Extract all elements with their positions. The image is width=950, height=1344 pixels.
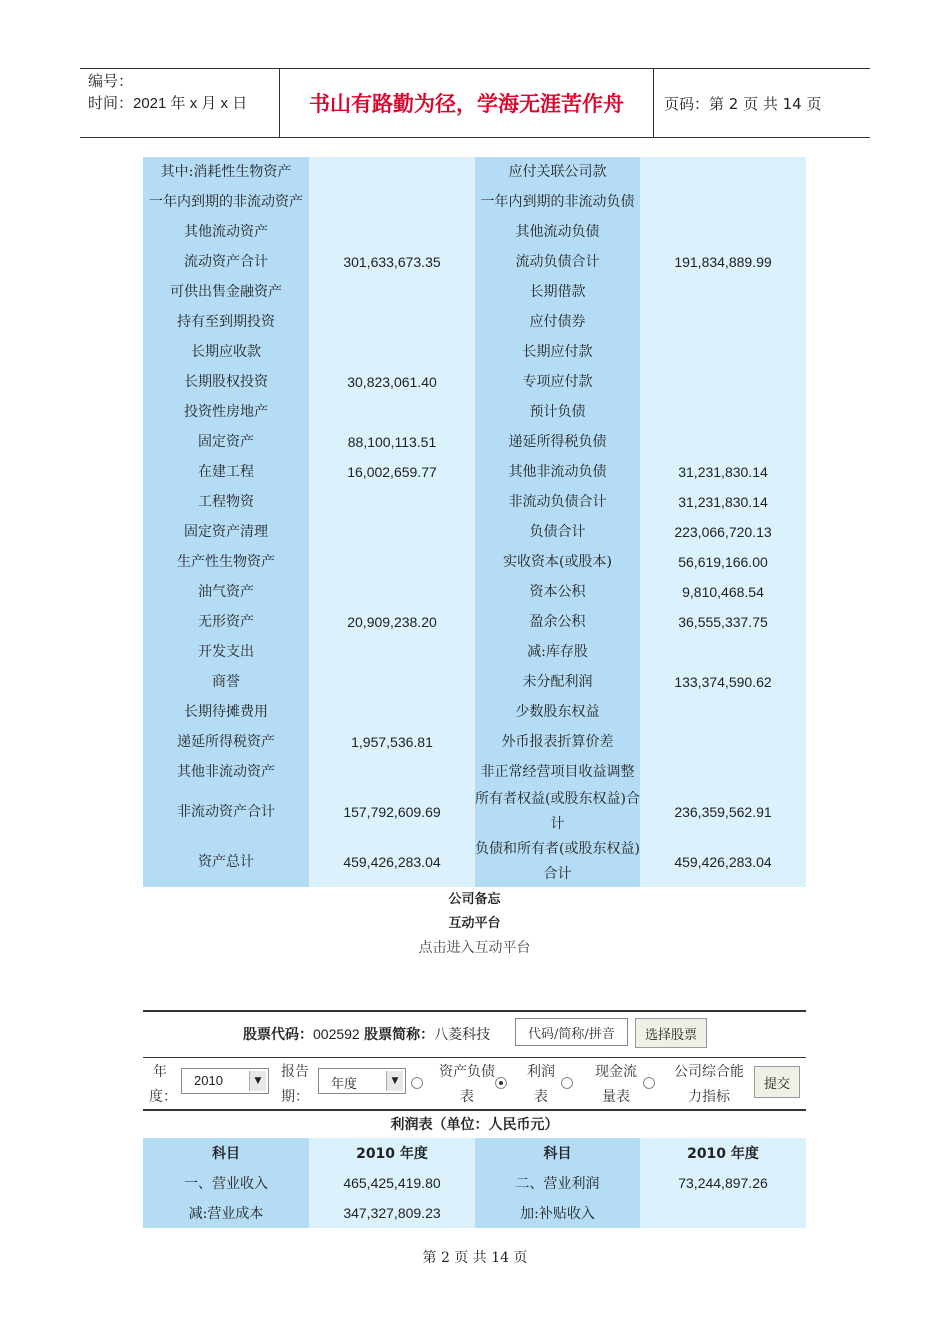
opt-income: 利润表 bbox=[527, 1064, 555, 1105]
table-row bbox=[143, 787, 806, 837]
cell-label: 应付债券 bbox=[475, 307, 640, 337]
cell-value bbox=[309, 517, 475, 547]
period-label: 报告期： bbox=[281, 1064, 309, 1105]
platform-link[interactable]: 点击进入互动平台 bbox=[418, 940, 531, 956]
bottom-rule bbox=[143, 1109, 806, 1111]
stock-search-input[interactable]: 代码/简称/拼音 bbox=[515, 1018, 628, 1046]
cell-label: 流动负债合计 bbox=[475, 247, 640, 277]
cell-label: 负债和所有者(或股东权益)合计 bbox=[475, 837, 640, 887]
header-subject: 科目 bbox=[475, 1138, 640, 1168]
cell-value bbox=[309, 307, 475, 337]
cell-value bbox=[309, 577, 475, 607]
cell-label: 其他流动资产 bbox=[143, 217, 309, 247]
cell-value: 236,359,562.91 bbox=[640, 787, 806, 837]
number-label: 编号： bbox=[88, 73, 134, 90]
income-header-row bbox=[143, 1138, 806, 1168]
cell-label: 投资性房地产 bbox=[143, 397, 309, 427]
select-stock-button[interactable]: 选择股票 bbox=[635, 1018, 707, 1048]
cell-value: 133,374,590.62 bbox=[640, 667, 806, 697]
cell-value: 31,231,830.14 bbox=[640, 457, 806, 487]
cell-label: 开发支出 bbox=[143, 637, 309, 667]
cell-label: 应付关联公司款 bbox=[475, 157, 640, 187]
cell-value bbox=[640, 307, 806, 337]
cell-label: 专项应付款 bbox=[475, 367, 640, 397]
cell-value bbox=[640, 697, 806, 727]
cell-label: 可供出售金融资产 bbox=[143, 277, 309, 307]
table-row bbox=[143, 307, 806, 337]
cell-value: 347,327,809.23 bbox=[309, 1198, 475, 1228]
cell-label: 在建工程 bbox=[143, 457, 309, 487]
cell-value bbox=[640, 397, 806, 427]
cell-value: 157,792,609.69 bbox=[309, 787, 475, 837]
cell-label: 二、营业利润 bbox=[475, 1168, 640, 1198]
cell-value: 9,810,468.54 bbox=[640, 577, 806, 607]
cell-value bbox=[309, 397, 475, 427]
header-subject: 科目 bbox=[143, 1138, 309, 1168]
cell-label: 持有至到期投资 bbox=[143, 307, 309, 337]
table-row bbox=[143, 1168, 806, 1198]
document-header bbox=[80, 68, 870, 138]
platform-title: 互动平台 bbox=[448, 916, 501, 931]
table-row bbox=[143, 427, 806, 457]
cell-value: 36,555,337.75 bbox=[640, 607, 806, 637]
year-select[interactable] bbox=[181, 1068, 269, 1094]
top-rule bbox=[143, 1010, 806, 1012]
header-year: 2010 年度 bbox=[640, 1138, 806, 1168]
cell-value bbox=[640, 727, 806, 757]
stock-name-label: 股票简称： bbox=[364, 1027, 435, 1043]
table-row bbox=[143, 367, 806, 397]
period-select[interactable] bbox=[318, 1068, 406, 1094]
table-row bbox=[143, 247, 806, 277]
table-row bbox=[143, 727, 806, 757]
cell-value: 30,823,061.40 bbox=[309, 367, 475, 397]
table-row bbox=[143, 837, 806, 887]
cell-label: 油气资产 bbox=[143, 577, 309, 607]
cell-value bbox=[640, 427, 806, 457]
table-row bbox=[143, 157, 806, 187]
cell-label: 长期应付款 bbox=[475, 337, 640, 367]
cell-label: 固定资产 bbox=[143, 427, 309, 457]
cell-value: 459,426,283.04 bbox=[640, 837, 806, 887]
submit-button[interactable]: 提交 bbox=[754, 1066, 800, 1098]
table-row bbox=[143, 457, 806, 487]
cell-value bbox=[640, 157, 806, 187]
cell-value bbox=[309, 757, 475, 787]
table-row bbox=[143, 187, 806, 217]
table-row bbox=[143, 757, 806, 787]
year-value: 2010 bbox=[194, 1073, 223, 1088]
table-row bbox=[143, 397, 806, 427]
radio-cashflow[interactable] bbox=[561, 1077, 573, 1089]
cell-value bbox=[309, 697, 475, 727]
stock-name: 八菱科技 bbox=[434, 1027, 491, 1043]
cell-value: 20,909,238.20 bbox=[309, 607, 475, 637]
cell-label: 一年内到期的非流动资产 bbox=[143, 187, 309, 217]
income-title: 利润表（单位：人民币元） bbox=[390, 1117, 559, 1133]
cell-value: 459,426,283.04 bbox=[309, 837, 475, 887]
cell-value bbox=[309, 667, 475, 697]
cell-label: 长期应收款 bbox=[143, 337, 309, 367]
cell-value: 301,633,673.35 bbox=[309, 247, 475, 277]
cell-label: 流动资产合计 bbox=[143, 247, 309, 277]
table-row bbox=[143, 547, 806, 577]
stock-code-label: 股票代码： bbox=[243, 1027, 313, 1043]
cell-label: 长期待摊费用 bbox=[143, 697, 309, 727]
year-label: 年度： bbox=[149, 1064, 177, 1105]
period-value: 年度 bbox=[331, 1077, 358, 1092]
cell-label: 递延所得税负债 bbox=[475, 427, 640, 457]
table-row bbox=[143, 577, 806, 607]
cell-label: 外币报表折算价差 bbox=[475, 727, 640, 757]
cell-value: 73,244,897.26 bbox=[640, 1168, 806, 1198]
table-row bbox=[143, 697, 806, 727]
cell-value: 31,231,830.14 bbox=[640, 487, 806, 517]
cell-label: 无形资产 bbox=[143, 607, 309, 637]
stock-code: 002592 bbox=[313, 1026, 360, 1042]
cell-value bbox=[640, 337, 806, 367]
cell-label: 负债合计 bbox=[475, 517, 640, 547]
cell-value: 1,957,536.81 bbox=[309, 727, 475, 757]
cell-label: 其他非流动负债 bbox=[475, 457, 640, 487]
cell-label: 其中:消耗性生物资产 bbox=[143, 157, 309, 187]
cell-label: 资产总计 bbox=[143, 837, 309, 887]
opt-cashflow: 现金流量表 bbox=[595, 1064, 637, 1105]
table-row bbox=[143, 637, 806, 667]
cell-value bbox=[309, 487, 475, 517]
stock-info bbox=[243, 1024, 490, 1045]
table-row bbox=[143, 217, 806, 247]
cell-label: 未分配利润 bbox=[475, 667, 640, 697]
income-table bbox=[143, 1138, 806, 1228]
cell-value bbox=[309, 277, 475, 307]
cell-value: 223,066,720.13 bbox=[640, 517, 806, 547]
page-footer: 第 2 页 共 14 页 bbox=[422, 1250, 528, 1266]
opt-capability: 公司综合能力指标 bbox=[674, 1064, 744, 1105]
cell-label: 一、营业收入 bbox=[143, 1168, 309, 1198]
cell-value: 16,002,659.77 bbox=[309, 457, 475, 487]
chevron-down-icon: ▼ bbox=[249, 1071, 266, 1091]
table-row bbox=[143, 487, 806, 517]
cell-label: 长期借款 bbox=[475, 277, 640, 307]
stock-selector bbox=[143, 1010, 806, 1110]
cell-value: 56,619,166.00 bbox=[640, 547, 806, 577]
radio-capability[interactable] bbox=[643, 1077, 655, 1089]
cell-value bbox=[309, 217, 475, 247]
radio-income[interactable] bbox=[495, 1077, 507, 1089]
cell-label: 所有者权益(或股东权益)合计 bbox=[475, 787, 640, 837]
table-row bbox=[143, 1198, 806, 1228]
table-row bbox=[143, 337, 806, 367]
cell-value bbox=[640, 367, 806, 397]
company-memo: 公司备忘 bbox=[448, 892, 501, 907]
table-row bbox=[143, 607, 806, 637]
cell-label: 固定资产清理 bbox=[143, 517, 309, 547]
cell-label: 资本公积 bbox=[475, 577, 640, 607]
cell-label: 工程物资 bbox=[143, 487, 309, 517]
cell-value bbox=[309, 547, 475, 577]
cell-label: 非流动负债合计 bbox=[475, 487, 640, 517]
header-meta bbox=[80, 69, 280, 137]
cell-label: 非正常经营项目收益调整 bbox=[475, 757, 640, 787]
cell-value bbox=[640, 187, 806, 217]
chevron-down-icon: ▼ bbox=[386, 1071, 403, 1091]
cell-value bbox=[640, 217, 806, 247]
table-row bbox=[143, 667, 806, 697]
page-info: 页码：第 2 页 共 14 页 bbox=[664, 94, 822, 113]
table-row bbox=[143, 517, 806, 547]
balance-sheet-table bbox=[143, 157, 806, 887]
cell-value bbox=[309, 157, 475, 187]
radio-balance-sheet[interactable] bbox=[411, 1077, 423, 1089]
cell-value bbox=[640, 637, 806, 667]
cell-label: 递延所得税资产 bbox=[143, 727, 309, 757]
cell-value bbox=[640, 1198, 806, 1228]
header-year: 2010 年度 bbox=[309, 1138, 475, 1168]
cell-label: 商誉 bbox=[143, 667, 309, 697]
cell-value: 191,834,889.99 bbox=[640, 247, 806, 277]
cell-label: 预计负债 bbox=[475, 397, 640, 427]
time-label: 时间：2021 年 x 月 x 日 bbox=[88, 95, 248, 112]
cell-label: 少数股东权益 bbox=[475, 697, 640, 727]
cell-value bbox=[640, 757, 806, 787]
cell-value bbox=[309, 337, 475, 367]
cell-label: 生产性生物资产 bbox=[143, 547, 309, 577]
motto: 书山有路勤为径，学海无涯苦作舟 bbox=[280, 69, 654, 137]
cell-label: 加:补贴收入 bbox=[475, 1198, 640, 1228]
opt-balance-sheet: 资产负债表 bbox=[439, 1064, 495, 1105]
cell-label: 长期股权投资 bbox=[143, 367, 309, 397]
cell-value: 465,425,419.80 bbox=[309, 1168, 475, 1198]
cell-label: 盈余公积 bbox=[475, 607, 640, 637]
cell-label: 减:营业成本 bbox=[143, 1198, 309, 1228]
cell-value bbox=[309, 637, 475, 667]
cell-value bbox=[640, 277, 806, 307]
cell-label: 减:库存股 bbox=[475, 637, 640, 667]
cell-value: 88,100,113.51 bbox=[309, 427, 475, 457]
cell-label: 其他流动负债 bbox=[475, 217, 640, 247]
cell-label: 其他非流动资产 bbox=[143, 757, 309, 787]
cell-value bbox=[309, 187, 475, 217]
cell-label: 一年内到期的非流动负债 bbox=[475, 187, 640, 217]
mid-rule bbox=[143, 1057, 806, 1058]
table-row bbox=[143, 277, 806, 307]
cell-label: 实收资本(或股本) bbox=[475, 547, 640, 577]
cell-label: 非流动资产合计 bbox=[143, 787, 309, 837]
